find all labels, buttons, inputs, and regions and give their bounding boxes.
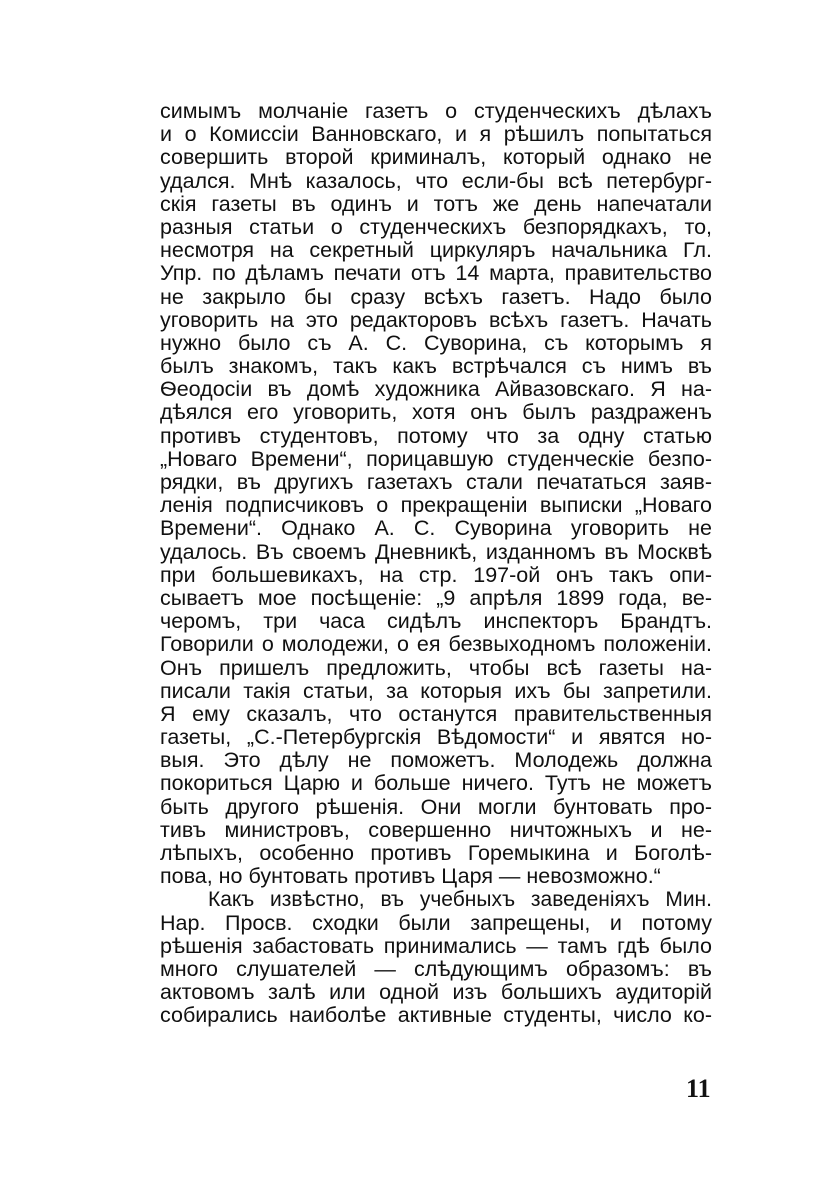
text-line: нужно было съ А. С. Суворина, съ которымъ я [160, 330, 712, 355]
text-line: Говорили о молодежи, о ея безвыходномъ положеніи. [160, 632, 712, 657]
text-line: разныя статьи о студенческихъ безпорядкахъ, то, [160, 214, 712, 239]
text-line: Упр. по дѣламъ печати отъ 14 марта, правительство [160, 261, 712, 286]
text-line: быть другого рѣшенія. Они могли бунтовать про- [160, 794, 712, 819]
body-text [160, 100, 712, 1028]
page-number: 11 [686, 1074, 711, 1103]
text-line: выя. Это дѣлу не поможетъ. Молодежь должна [160, 748, 712, 773]
text-line: дѣялся его уговорить, хотя онъ былъ раздраженъ [160, 400, 712, 425]
text-line: собирались наиболѣе активные студенты, число ко- [160, 1003, 712, 1028]
text-line: удался. Мнѣ казалось, что если-бы всѣ петербург- [160, 168, 712, 193]
text-line: актовомъ залѣ или одной изъ большихъ аудиторій [160, 980, 712, 1005]
text-line: „Новаго Времени“, порицавшую студенческіе безпо- [160, 446, 712, 471]
text-line: пова, но бунтовать противъ Царя — невозможно.“ [160, 864, 661, 889]
text-line: симымъ молчаніе газетъ о студенческихъ дѣлахъ [160, 99, 712, 123]
text-line: Нар. Просв. сходки были запрещены, и потому [160, 910, 712, 935]
text-line: и о Комиссіи Ванновскаго, и я рѣшилъ попытаться [160, 122, 712, 147]
text-line: Времени“. Однако А. С. Суворина уговорить не [160, 516, 712, 541]
text-line: писали такія статьи, за которыя ихъ бы запретили. [160, 678, 712, 703]
text-line: черомъ, три часа сидѣлъ инспекторъ Брандтъ. [160, 609, 712, 634]
text-line: при большевикахъ, на стр. 197-ой онъ такъ опи- [160, 562, 712, 587]
text-line: противъ студентовъ, потому что за одну статью [160, 423, 712, 448]
text-line: лѣпыхъ, особенно противъ Горемыкина и Боголѣ- [160, 841, 712, 865]
text-line: ленія подписчиковъ о прекращеніи выписки „Новаго [160, 493, 712, 518]
text-line: удалось. Въ своемъ Дневникѣ, изданномъ въ Москвѣ [160, 539, 712, 564]
paragraph-first-line: Какъ извѣстно, въ учебныхъ заведеніяхъ Мин. [208, 888, 712, 912]
text-line: былъ знакомъ, такъ какъ встрѣчался съ нимъ въ [160, 354, 712, 379]
text-line: несмотря на секретный циркуляръ начальника Гл. [160, 238, 712, 263]
text-line: не закрыло бы сразу всѣхъ газетъ. Надо было [160, 284, 712, 309]
text-line: тивъ министровъ, совершенно ничтожныхъ и не- [160, 817, 712, 842]
text-line: рядки, въ другихъ газетахъ стали печататься заяв- [160, 470, 712, 494]
text-line: уговорить на это редакторовъ всѣхъ газетъ. Начать [160, 307, 712, 332]
text-line: сываетъ мое посѣщеніе: „9 апрѣля 1899 года, ве- [160, 585, 712, 610]
text-line: много слушателей — слѣдующимъ образомъ: въ [160, 956, 712, 981]
text-line: Я ему сказалъ, что останутся правительственныя [160, 701, 712, 726]
text-line: Ѳеодосіи въ домѣ художника Айвазовскаго. Я на- [160, 377, 712, 402]
text-line: совершить второй криминалъ, который однако не [160, 145, 712, 170]
text-line: покориться Царю и больше ничего. Тутъ не можетъ [160, 771, 712, 796]
text-line: рѣшенія забастовать принимались — тамъ гдѣ было [160, 933, 712, 958]
text-line: скія газеты въ одинъ и тотъ же день напечатали [160, 191, 712, 216]
text-line: газеты, „С.-Петербургскія Вѣдомости“ и явятся но- [160, 725, 712, 750]
text-line: Онъ пришелъ предложить, чтобы всѣ газеты на- [160, 655, 712, 680]
